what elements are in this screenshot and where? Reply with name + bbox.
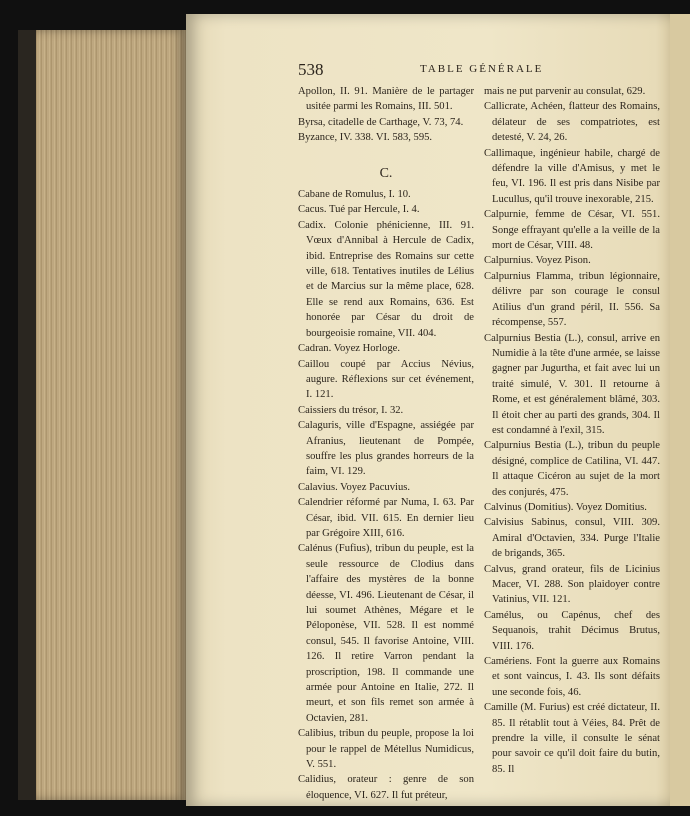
page-header — [298, 60, 678, 82]
index-entry: Cadran. Voyez Horloge. — [298, 343, 400, 355]
index-entry: Cabane de Romulus, I. 10. — [298, 189, 411, 201]
index-entry: Cadix. Colonie phénicienne, III. 91. Vœux d'Annibal à Hercule de Cadix, ibid. Entreprise des Romains sur cette ville, 618. Tentatives inutiles de Lélius et de Marcius sur la même place, 628. Elle se rend aux Romains, 636. Est honorée par César du droit de bourgeoisie romaine, VII. 404. — [298, 219, 474, 339]
index-entry: Calpurnius Flamma, tribun légionnaire, délivre par son courage le consul Atilius d'un grand péril, II. 556. Sa récompense, 557. — [484, 270, 660, 329]
right-column — [484, 84, 660, 777]
next-page-edge — [670, 14, 690, 806]
index-entry: Calpurnius Bestia (L.), consul, arrive en Numidie à la tête d'une armée, se laisse gagner par Jugurtha, et fait avec lui un traité simulé, V. 301. Il retourne à Rome, et est généralement blâmé, 303. Il étoit cher au parti des grands, 304. Il est condamné à l'exil, 315. — [484, 332, 660, 436]
page-number: 538 — [298, 60, 324, 79]
running-title: TABLE GÉNÉRALE — [420, 63, 544, 75]
index-entry: Calvisius Sabinus, consul, VIII. 309. Amiral d'Octavien, 334. Purge l'Italie de brigands, 365. — [484, 517, 660, 560]
index-entry: Calvinus (Domitius). Voyez Domitius. — [484, 501, 647, 513]
book-page-edges — [18, 30, 186, 800]
index-entry: Caillou coupé par Accius Névius, augure. Réflexions sur cet événement, I. 121. — [298, 358, 474, 401]
index-entry: Camille (M. Furius) est créé dictateur, II. 85. Il rétablit tout à Véies, 84. Prêt de prendre la ville, il consulte le sénat pour savoir ce qu'il doit faire du butin, 85. Il — [484, 702, 660, 775]
index-entry: Calendrier réformé par Numa, I. 63. Par César, ibid. VII. 615. En dernier lieu par Grégoire XIII, 616. — [298, 497, 474, 539]
index-entry: Camériens. Font la guerre aux Romains et sont vaincus, I. 43. Ils sont défaits une seconde fois, 46. — [484, 656, 660, 698]
index-entry: Byrsa, citadelle de Carthage, V. 73, 74. — [298, 116, 464, 128]
index-entry: Cacus. Tué par Hercule, I. 4. — [298, 204, 420, 216]
index-entry: Callimaque, ingénieur habile, chargé de défendre la ville d'Amisus, y met le feu, VI. 196. Il est pris dans Nisibe par Lucullus, qu'il trouve inexorable, 215. — [484, 147, 660, 205]
index-entry: Camélus, ou Capénus, chef des Sequanois, trahit Décimus Brutus, VIII. 176. — [484, 609, 660, 652]
book-spine-shadow — [18, 30, 36, 800]
index-entry: Caissiers du trésor, I. 32. — [298, 404, 404, 416]
index-entry: mais ne put parvenir au consulat, 629. — [484, 86, 646, 97]
index-entry: Calénus (Fufius), tribun du peuple, est la seule ressource de Clodius dans l'affaire des mystères de la bonne déesse, VI. 496. Lieutenant de César, il lui soumet Athènes, Mégare et le Péloponèse, VII. 528. Il est nommé consul, 545. Il favorise Antoine, VIII. 126. Il retire Varron pendant la proscription, 198. Il commande une armée pour Antoine en Italie, 272. Il meurt, et son fils remet son armée à Octavien, 281. — [298, 543, 474, 724]
section-letter: C. — [379, 165, 393, 181]
index-entry: Calaguris, ville d'Espagne, assiégée par Afranius, lieutenant de Pompée, souffre les plus grandes horreurs de la faim, VI. 129. — [298, 420, 474, 478]
left-column — [298, 84, 474, 803]
index-entry: Calibius, tribun du peuple, propose la loi pour le rappel de Métellus Numidicus, V. 551. — [298, 728, 474, 771]
index-entry: Calvus, grand orateur, fils de Licinius Macer, VI. 288. Son plaidoyer contre Vatinius, VII. 121. — [484, 563, 660, 606]
index-entry: Callicrate, Achéen, flatteur des Romains, délateur de ses compatriotes, est detesté, V. 24, 26. — [484, 101, 660, 144]
index-entry: Byzance, IV. 338. VI. 583, 595. — [298, 132, 433, 144]
index-entry: Calidius, orateur : genre de son éloquence, VI. 627. Il fut préteur, — [298, 774, 474, 801]
index-entry: Calpurnius. Voyez Pison. — [484, 255, 591, 267]
index-entry: Apollon, II. 91. Manière de le partager usitée parmi les Romains, III. 501. — [298, 86, 474, 113]
index-entry: Calpurnius Bestia (L.), tribun du peuple désigné, complice de Catilina, VI. 447. Il attaque Cicéron au sujet de la mort des conjurés, 475. — [484, 440, 660, 498]
index-entry: Calpurnie, femme de César, VI. 551. Songe effrayant qu'elle a la veille de la mort de César, VIII. 48. — [484, 209, 660, 252]
index-entry: Calavius. Voyez Pacuvius. — [298, 481, 411, 493]
